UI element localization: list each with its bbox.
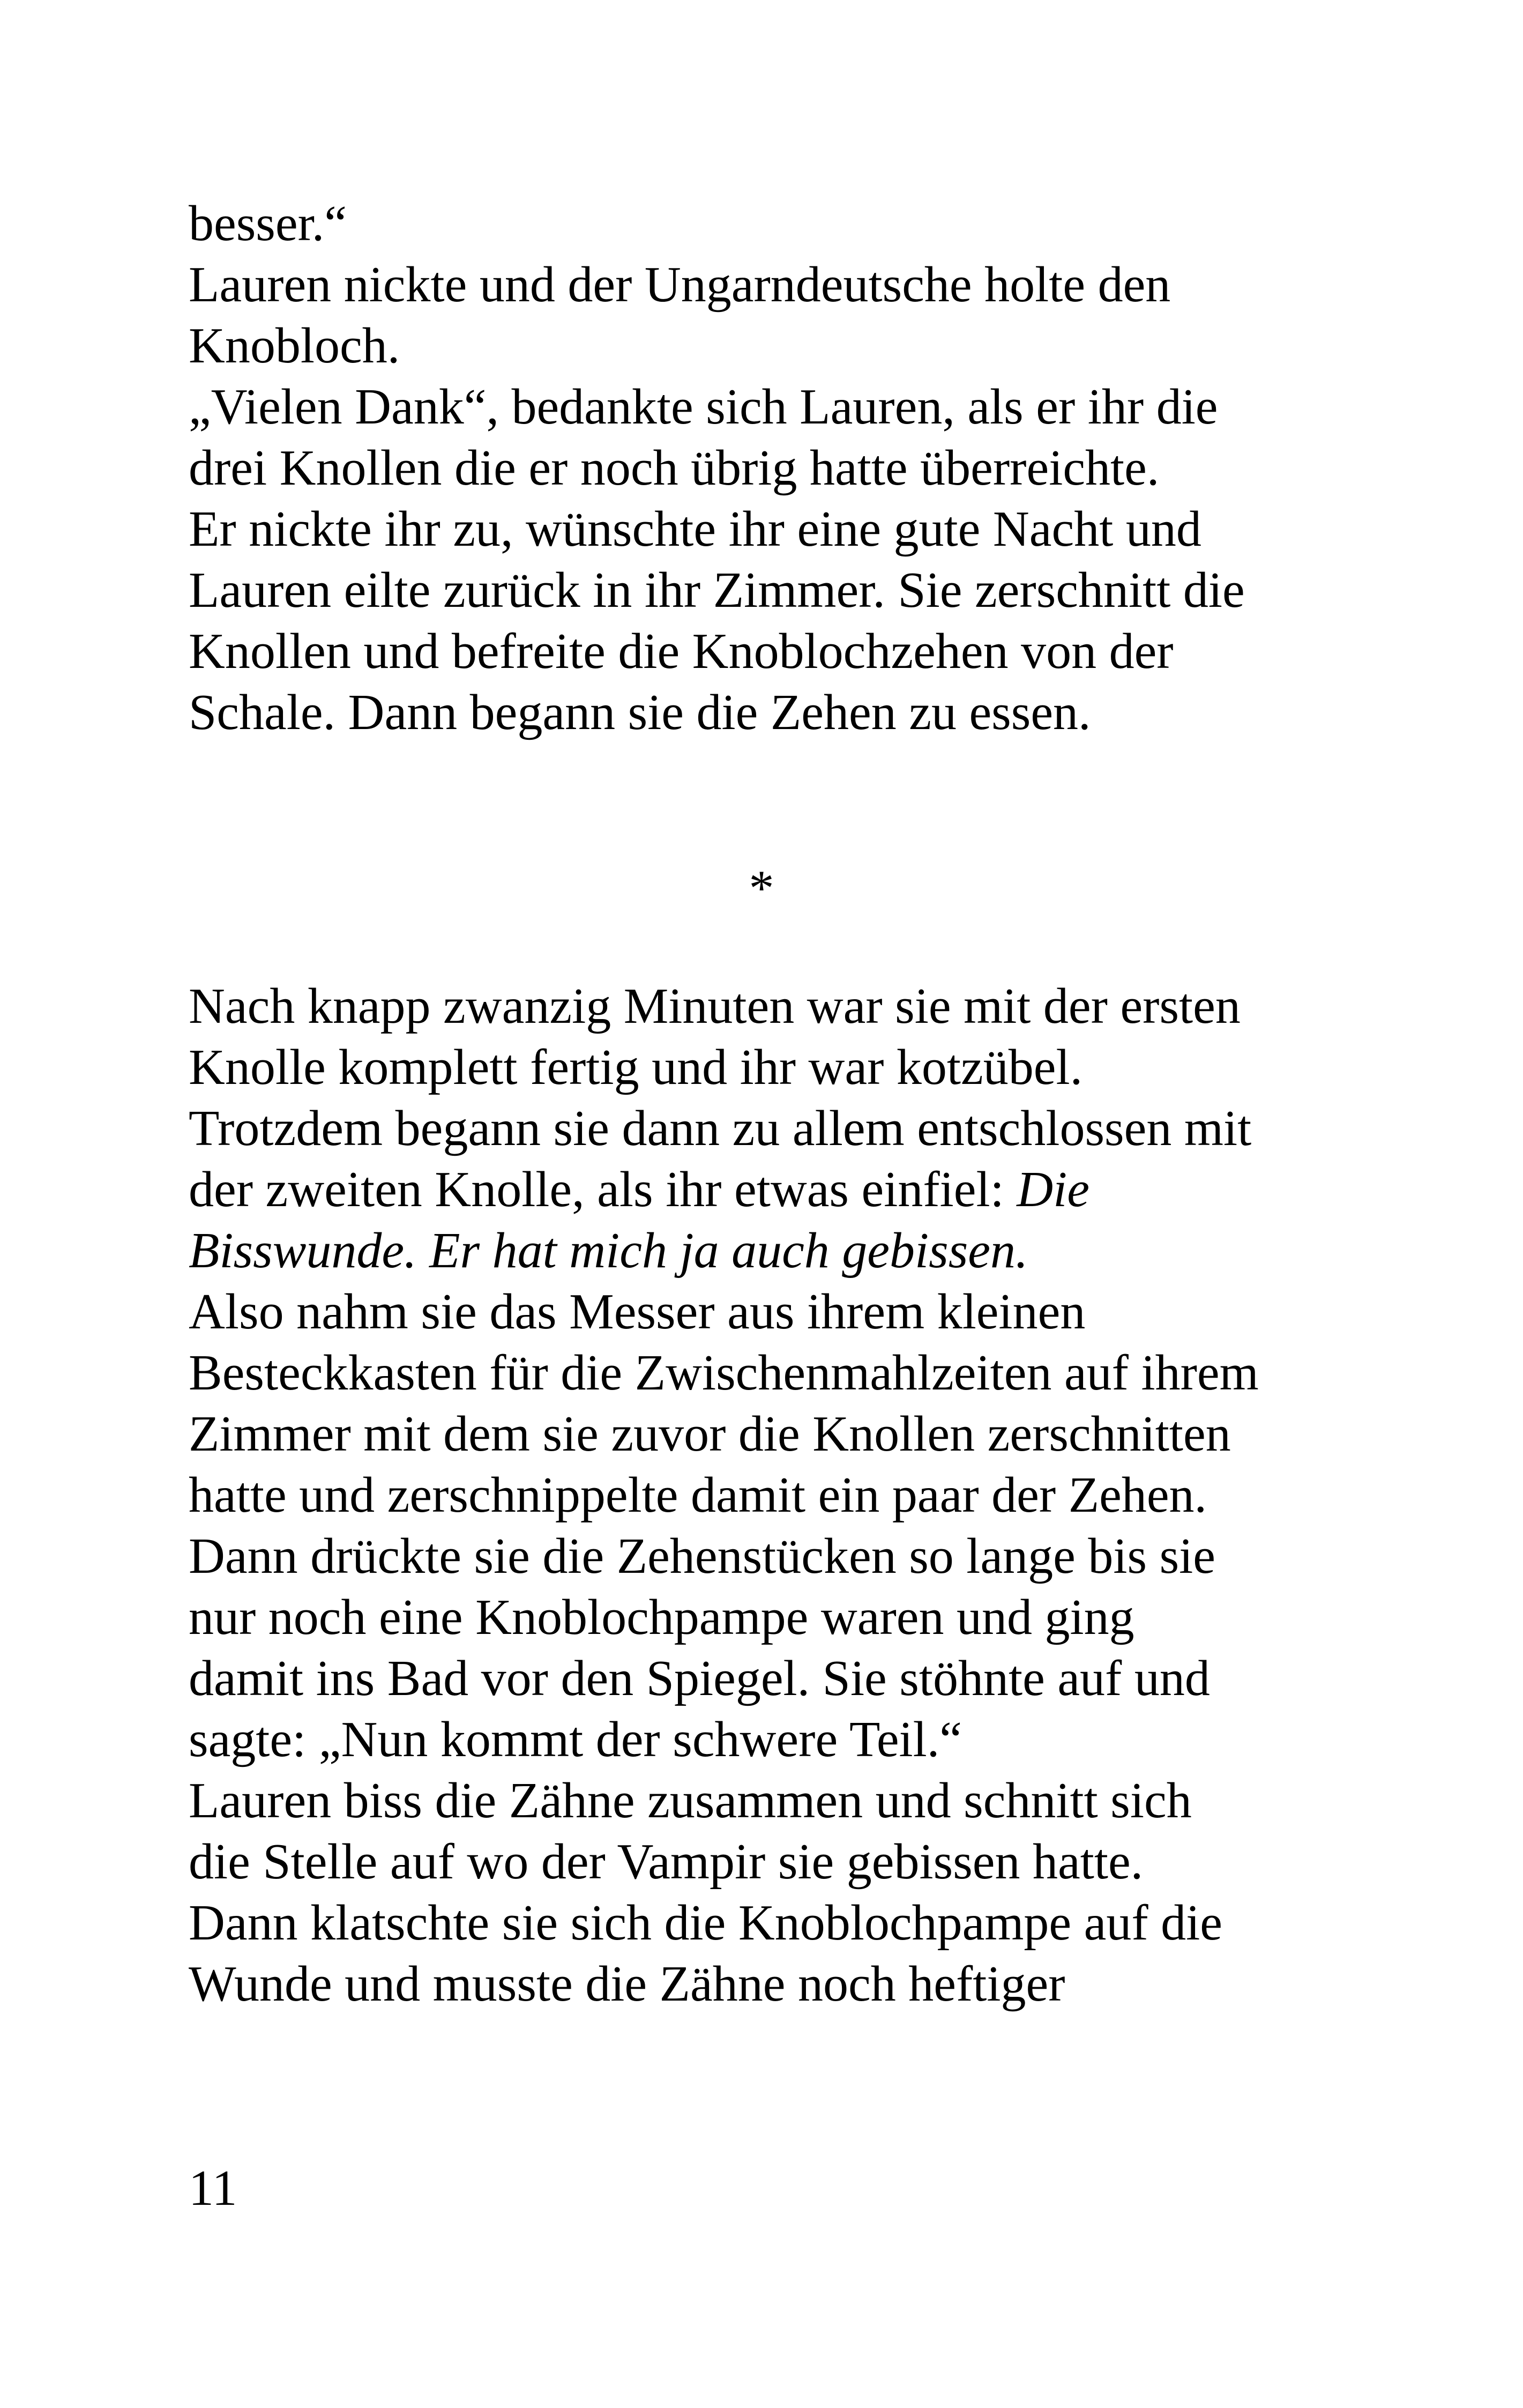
text-line: Wunde und musste die Zähne noch heftiger xyxy=(189,1956,1065,2012)
text-line: Lauren nickte und der Ungarndeutsche holte den xyxy=(189,257,1171,313)
text-line: Knobloch. xyxy=(189,318,400,374)
text-line: Schale. Dann begann sie die Zehen zu essen. xyxy=(189,685,1091,740)
text-line: damit ins Bad vor den Spiegel. Sie stöhnte auf und xyxy=(189,1651,1210,1706)
text-line: die Stelle auf wo der Vampir sie gebissen hatte. xyxy=(189,1834,1144,1890)
text-line: „Vielen Dank“, bedankte sich Lauren, als er ihr die xyxy=(189,379,1218,435)
text-line: Also nahm sie das Messer aus ihrem kleinen xyxy=(189,1284,1086,1340)
text-line: Trotzdem begann sie dann zu allem entschlossen mit xyxy=(189,1101,1252,1156)
text-line: hatte und zerschnippelte damit ein paar der Zehen. xyxy=(189,1467,1207,1523)
text-line: Lauren biss die Zähne zusammen und schnitt sich xyxy=(189,1773,1192,1829)
text-line: Er nickte ihr zu, wünschte ihr eine gute Nacht und xyxy=(189,501,1201,557)
italic-thought: Bisswunde. Er hat mich ja auch gebissen. xyxy=(189,1223,1028,1279)
text-line: Nach knapp zwanzig Minuten war sie mit der ersten xyxy=(189,978,1241,1034)
text-line: Knollen und befreite die Knoblochzehen von der xyxy=(189,623,1174,679)
text-line-normal: der zweiten Knolle, als ihr etwas einfiel: xyxy=(189,1162,1017,1217)
text-line: Zimmer mit dem sie zuvor die Knollen zerschnitten xyxy=(189,1406,1231,1462)
text-line: Lauren eilte zurück in ihr Zimmer. Sie zerschnitt die xyxy=(189,562,1245,618)
section-separator: * xyxy=(749,860,774,916)
text-line: Dann drückte sie die Zehenstücken so lange bis sie xyxy=(189,1528,1215,1584)
text-line: nur noch eine Knoblochpampe waren und ging xyxy=(189,1589,1134,1645)
page-number: 11 xyxy=(189,2160,237,2216)
text-line: sagte: „Nun kommt der schwere Teil.“ xyxy=(189,1712,962,1767)
text-line: Knolle komplett fertig und ihr war kotzübel. xyxy=(189,1039,1083,1095)
text-line: Besteckkasten für die Zwischenmahlzeiten auf ihrem xyxy=(189,1345,1259,1401)
italic-thought: Die xyxy=(1017,1162,1089,1217)
text-line: besser.“ xyxy=(189,196,347,251)
text-line: Dann klatschte sie sich die Knoblochpampe auf die xyxy=(189,1895,1223,1951)
text-line xyxy=(189,1159,1368,1220)
top-text-block xyxy=(189,193,1368,743)
text-line: drei Knollen die er noch übrig hatte überreichte. xyxy=(189,440,1160,496)
main-text-block xyxy=(189,976,1368,2015)
